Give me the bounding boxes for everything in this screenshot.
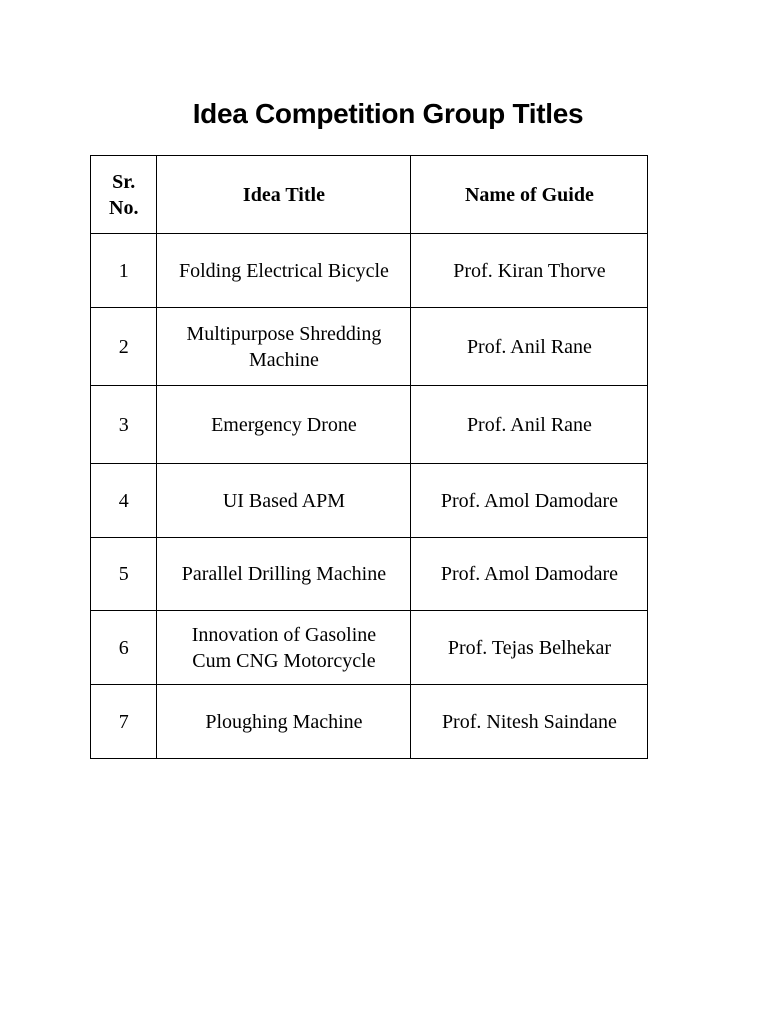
idea-title-cell: UI Based APM xyxy=(157,464,411,538)
header-sr-no: Sr. No. xyxy=(91,156,157,234)
sr-no-cell: 6 xyxy=(91,611,157,685)
sr-no-cell: 1 xyxy=(91,234,157,308)
table-row xyxy=(91,538,648,611)
page-title: Idea Competition Group Titles xyxy=(192,98,584,129)
idea-title-cell: Innovation of Gasoline Cum CNG Motorcycle xyxy=(157,611,411,685)
guide-cell: Prof. Kiran Thorve xyxy=(411,234,648,308)
idea-titles-table xyxy=(90,155,648,759)
sr-no-cell: 7 xyxy=(91,685,157,759)
guide-cell: Prof. Nitesh Saindane xyxy=(411,685,648,759)
sr-no-cell: 3 xyxy=(91,386,157,464)
idea-title-cell: Multipurpose Shredding Machine xyxy=(157,308,411,386)
sr-no-cell: 4 xyxy=(91,464,157,538)
table-header-row xyxy=(91,156,648,234)
sr-no-cell: 5 xyxy=(91,538,157,611)
header-idea-title: Idea Title xyxy=(157,156,411,234)
table-row xyxy=(91,611,648,685)
table-row xyxy=(91,386,648,464)
idea-title-cell: Folding Electrical Bicycle xyxy=(157,234,411,308)
guide-cell: Prof. Amol Damodare xyxy=(411,538,648,611)
guide-cell: Prof. Anil Rane xyxy=(411,308,648,386)
idea-title-cell: Ploughing Machine xyxy=(157,685,411,759)
header-guide: Name of Guide xyxy=(411,156,648,234)
table-row xyxy=(91,464,648,538)
sr-no-cell: 2 xyxy=(91,308,157,386)
table-row xyxy=(91,234,648,308)
guide-cell: Prof. Tejas Belhekar xyxy=(411,611,648,685)
table-row xyxy=(91,685,648,759)
guide-cell: Prof. Anil Rane xyxy=(411,386,648,464)
table-row xyxy=(91,308,648,386)
idea-title-cell: Emergency Drone xyxy=(157,386,411,464)
guide-cell: Prof. Amol Damodare xyxy=(411,464,648,538)
idea-title-cell: Parallel Drilling Machine xyxy=(157,538,411,611)
